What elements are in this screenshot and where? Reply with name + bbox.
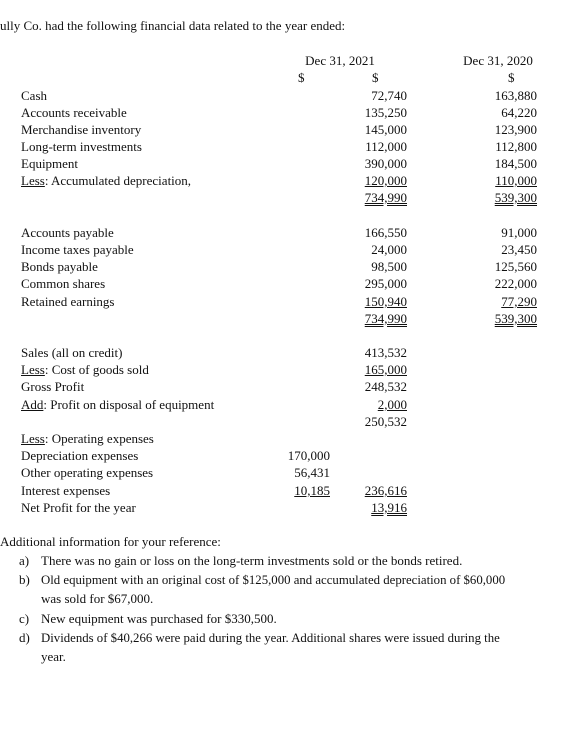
sales-label: Sales (all on credit) bbox=[21, 345, 123, 360]
other-opex-label: Other operating expenses bbox=[21, 465, 154, 480]
dollar-sign-2021-a: $ bbox=[298, 70, 305, 85]
subtotal-value: 250,532 bbox=[364, 414, 407, 429]
liability-value-2020: 77,290 bbox=[501, 294, 537, 309]
item-text-continued: year. bbox=[41, 649, 66, 664]
liability-value-2021: 295,000 bbox=[364, 276, 407, 291]
header-2021: Dec 31, 2021 bbox=[305, 53, 375, 68]
liability-value-2021: 166,550 bbox=[364, 225, 407, 240]
asset-value-2020: 64,220 bbox=[501, 105, 537, 120]
less-prefix: Less bbox=[21, 431, 45, 446]
asset-value-2021: 112,000 bbox=[365, 139, 407, 154]
liability-value-2020: 125,560 bbox=[494, 259, 537, 274]
dollar-sign-2021-b: $ bbox=[372, 70, 379, 85]
asset-value-2021: 390,000 bbox=[364, 156, 407, 171]
assets-total-2020: 539,300 bbox=[494, 190, 537, 205]
asset-value-2021: 72,740 bbox=[371, 88, 407, 103]
asset-value-2020: 123,900 bbox=[494, 122, 537, 137]
liability-label: Income taxes payable bbox=[21, 242, 134, 257]
label-rest: : Accumulated depreciation, bbox=[44, 173, 192, 188]
item-marker: a) bbox=[19, 553, 30, 568]
label-rest: : Cost of goods sold bbox=[44, 362, 149, 377]
liability-value-2021: 98,500 bbox=[371, 259, 407, 274]
intro-text: ully Co. had the following financial data related to the year ended: bbox=[0, 18, 346, 33]
liability-value-2020: 222,000 bbox=[494, 276, 537, 291]
opex-label bbox=[21, 431, 154, 447]
liability-value-2021: 24,000 bbox=[371, 242, 407, 257]
liability-value-2020: 23,450 bbox=[501, 242, 537, 257]
liability-value-2021: 150,940 bbox=[364, 294, 407, 309]
add-prefix: Add bbox=[21, 397, 44, 412]
less-prefix: Less bbox=[21, 173, 45, 188]
asset-label: Merchandise inventory bbox=[21, 122, 142, 137]
disposal-profit-value: 2,000 bbox=[377, 397, 407, 412]
net-profit-label: Net Profit for the year bbox=[21, 500, 136, 515]
opex-total-value: 236,616 bbox=[364, 483, 407, 498]
disposal-profit-label bbox=[21, 397, 214, 413]
asset-value-2021: 145,000 bbox=[364, 122, 407, 137]
item-text-continued: was sold for $67,000. bbox=[41, 591, 154, 606]
asset-value-2021: 120,000 bbox=[364, 173, 407, 188]
asset-label: Equipment bbox=[21, 156, 79, 171]
interest-value: 10,185 bbox=[294, 483, 330, 498]
liabilities-total-2020: 539,300 bbox=[494, 311, 537, 326]
liability-value-2020: 91,000 bbox=[501, 225, 537, 240]
asset-label: Accounts receivable bbox=[21, 105, 127, 120]
depreciation-value: 170,000 bbox=[287, 448, 330, 463]
item-text: New equipment was purchased for $330,500. bbox=[41, 611, 277, 626]
header-2020: Dec 31, 2020 bbox=[463, 53, 533, 68]
liability-label: Common shares bbox=[21, 276, 106, 291]
gross-profit-value: 248,532 bbox=[364, 379, 407, 394]
other-opex-value: 56,431 bbox=[294, 465, 330, 480]
item-text: Old equipment with an original cost of $125,000 and accumulated depreciation of $60,000 bbox=[41, 573, 506, 587]
interest-label: Interest expenses bbox=[21, 483, 111, 498]
gross-profit-label: Gross Profit bbox=[21, 379, 85, 394]
item-marker: c) bbox=[19, 611, 30, 626]
less-prefix: Less bbox=[21, 362, 45, 377]
label-rest: : Operating expenses bbox=[44, 431, 154, 446]
asset-value-2021: 135,250 bbox=[364, 105, 407, 120]
additional-title: Additional information for your reference: bbox=[0, 534, 221, 549]
asset-value-2020: 184,500 bbox=[494, 156, 537, 171]
assets-total-2021: 734,990 bbox=[364, 190, 407, 205]
liability-label: Accounts payable bbox=[21, 225, 114, 240]
liabilities-total-2021: 734,990 bbox=[364, 311, 407, 326]
item-text: Dividends of $40,266 were paid during the year. Additional shares were issued during the bbox=[41, 631, 500, 645]
label-rest: : Profit on disposal of equipment bbox=[43, 397, 215, 412]
net-profit-value: 13,916 bbox=[371, 500, 407, 515]
depreciation-label: Depreciation expenses bbox=[21, 448, 139, 463]
item-marker: d) bbox=[19, 630, 30, 645]
sales-value: 413,532 bbox=[364, 345, 407, 360]
liability-label: Bonds payable bbox=[21, 259, 98, 274]
asset-label: Cash bbox=[21, 88, 47, 103]
cogs-label bbox=[21, 362, 149, 378]
dollar-sign-2020: $ bbox=[508, 70, 515, 85]
item-text: There was no gain or loss on the long-term investments sold or the bonds retired. bbox=[41, 553, 463, 568]
cogs-value: 165,000 bbox=[364, 362, 407, 377]
asset-label bbox=[21, 173, 191, 189]
item-marker: b) bbox=[19, 572, 30, 587]
asset-value-2020: 163,880 bbox=[494, 88, 537, 103]
asset-value-2020: 110,000 bbox=[495, 173, 537, 188]
asset-label: Long-term investments bbox=[21, 139, 142, 154]
asset-value-2020: 112,800 bbox=[495, 139, 537, 154]
liability-label: Retained earnings bbox=[21, 294, 115, 309]
